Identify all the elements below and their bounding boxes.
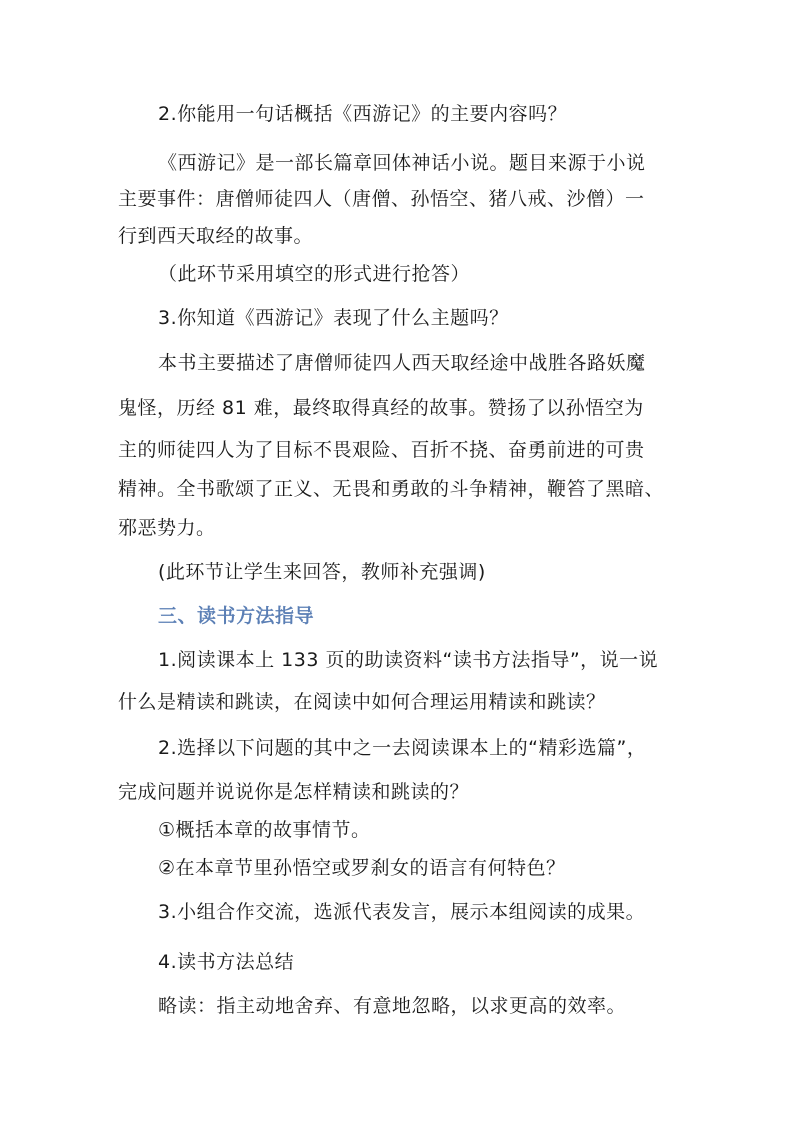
- method-2-line-1: 2.选择以下问题的其中之一去阅读课本上的“精彩选篇”，: [158, 737, 647, 759]
- note-teacher: (此环节让学生来回答，教师补充强调): [158, 561, 486, 583]
- method-2-line-2: 完成问题并说说你是怎样精读和跳读的？: [118, 781, 470, 803]
- answer-3-line-3: 主的师徒四人为了目标不畏艰险、百折不挠、奋勇前进的可贵: [118, 439, 645, 461]
- section-heading: 三、读书方法指导: [158, 605, 315, 627]
- method-1-line-1: 1.阅读课本上 133 页的助读资料“读书方法指导”，说一说: [158, 649, 659, 671]
- answer-3-line-2: 鬼怪，历经 81 难，最终取得真经的故事。赞扬了以孙悟空为: [118, 397, 644, 419]
- question-3-title: 3.你知道《西游记》表现了什么主题吗？: [158, 307, 509, 329]
- question-2-title: 2.你能用一句话概括《西游记》的主要内容吗？: [158, 103, 568, 125]
- option-2: ②在本章节里孙悟空或罗刹女的语言有何特色？: [158, 857, 566, 879]
- note-fill-blank: （此环节采用填空的形式进行抢答）: [158, 263, 471, 285]
- answer-3-line-1: 本书主要描述了唐僧师徒四人西天取经途中战胜各路妖魔: [158, 352, 646, 374]
- method-4-title: 4.读书方法总结: [158, 951, 295, 973]
- answer-2-line-2: 主要事件：唐僧师徒四人（唐僧、孙悟空、猪八戒、沙僧）一: [118, 188, 645, 210]
- method-3: 3.小组合作交流，选派代表发言，展示本组阅读的成果。: [158, 901, 646, 923]
- answer-3-line-4: 精神。全书歌颂了正义、无畏和勇敢的斗争精神，鞭笞了黑暗、: [118, 478, 665, 500]
- answer-2-line-3: 行到西天取经的故事。: [118, 225, 314, 247]
- method-1-line-2: 什么是精读和跳读，在阅读中如何合理运用精读和跳读？: [118, 691, 606, 713]
- answer-2-line-1: 《西游记》是一部长篇章回体神话小说。题目来源于小说: [158, 152, 646, 174]
- answer-3-line-5: 邪恶势力。: [118, 517, 216, 539]
- option-1: ①概括本章的故事情节。: [158, 819, 371, 841]
- skim-definition: 略读：指主动地舍弃、有意地忽略，以求更高的效率。: [158, 995, 627, 1017]
